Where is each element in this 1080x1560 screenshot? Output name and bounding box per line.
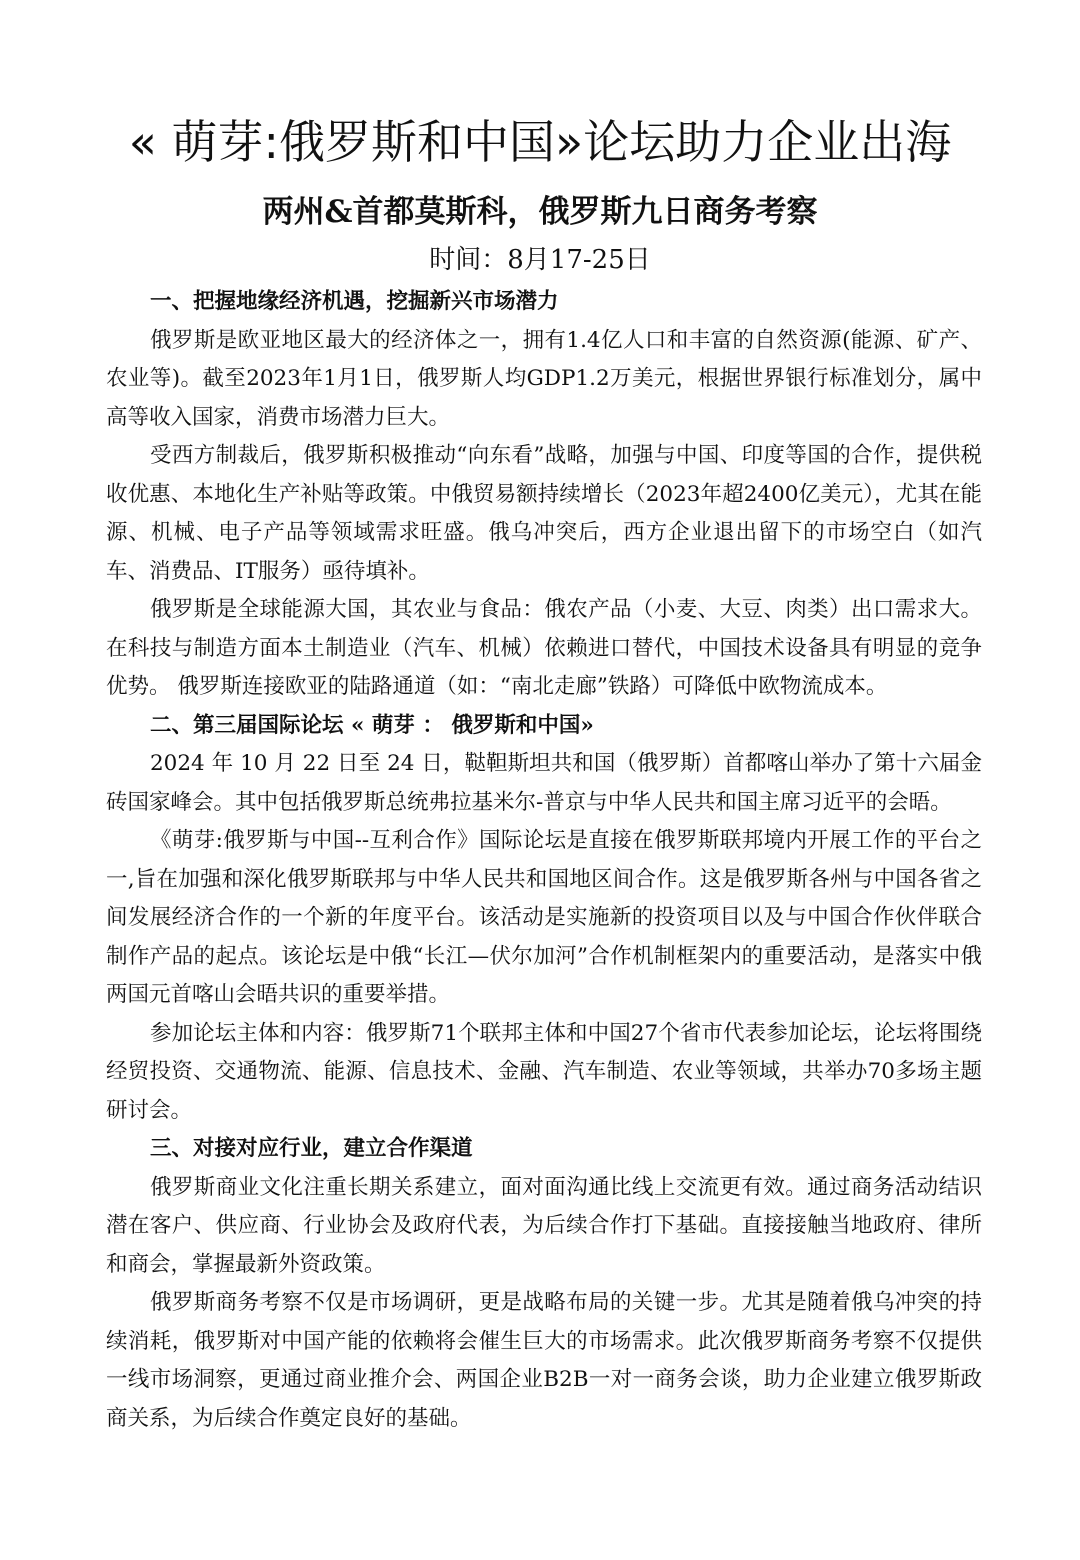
section-heading-2: 二、第三届国际论坛 « 萌芽 ： 俄罗斯和中国» [150,712,594,738]
section-heading-1: 一、把握地缘经济机遇，挖掘新兴市场潜力 [150,289,559,314]
section-1-paragraph-2: 受西方制裁后，俄罗斯积极推动“向东看”战略，加强与中国、印度等国的合作，提供税收优惠、本地化生产补贴等政策。中俄贸易额持续增长（2023年超2400亿美元），尤其在能源、机械、电子产品等领域需求旺盛。俄乌冲突后，西方企业退出留下的市场空白（如汽车、消费品、IT服务）亟待填补。 [106,443,982,584]
section-1-paragraph-3: 俄罗斯是全球能源大国，其农业与食品：俄农产品（小麦、大豆、肉类）出口需求大。在科技与制造方面本土制造业（汽车、机械）依赖进口替代，中国技术设备具有明显的竞争优势。 俄罗斯连接欧亚的陆路通道（如：“南北走廊”铁路）可降低中欧物流成本。 [106,597,982,699]
section-3-paragraph-1: 俄罗斯商业文化注重长期关系建立，面对面沟通比线上交流更有效。通过商务活动结识潜在客户、供应商、行业协会及政府代表，为后续合作打下基础。直接接触当地政府、律所和商会，掌握最新外资政策。 [106,1174,982,1277]
event-date: 时间：8月17-25日 [429,245,651,275]
section-2-paragraph-2: 《萌芽:俄罗斯与中国--互利合作》国际论坛是直接在俄罗斯联邦境内开展工作的平台之一,旨在加强和深化俄罗斯联邦与中华人民共和国地区间合作。这是俄罗斯各州与中国各省之间发展经济合作的一个新的年度平台。该活动是实施新的投资项目以及与中国合作伙伴联合制作产品的起点。该论坛是中俄“长江—伏尔加河”合作机制框架内的重要活动，是落实中俄两国元首喀山会晤共识的重要举措。 [106,828,982,1007]
section-2-paragraph-3: 参加论坛主体和内容：俄罗斯71个联邦主体和中国27个省市代表参加论坛，论坛将围绕经贸投资、交通物流、能源、信息技术、金融、汽车制造、农业等领域，共举办70多场主题研讨会。 [106,1020,982,1123]
section-1-paragraph-1: 俄罗斯是欧亚地区最大的经济体之一，拥有1.4亿人口和丰富的自然资源(能源、矿产、农业等)。截至2023年1月1日，俄罗斯人均GDP1.2万美元，根据世界银行标准划分，属中高等收入国家，消费市场潜力巨大。 [106,327,982,430]
document-title: « 萌芽:俄罗斯和中国»论坛助力企业出海 [128,115,952,169]
section-2-paragraph-1: 2024 年 10 月 22 日至 24 日，鞑靼斯坦共和国（俄罗斯）首都喀山举办了第十六届金砖国家峰会。其中包括俄罗斯总统弗拉基米尔-普京与中华人民共和国主席习近平的会晤。 [106,751,982,815]
section-heading-3: 三、对接对应行业，建立合作渠道 [150,1136,473,1161]
document-subtitle: 两州&首都莫斯科，俄罗斯九日商务考察 [262,194,818,230]
document-body [106,283,982,1438]
section-3-paragraph-2: 俄罗斯商务考察不仅是市场调研，更是战略布局的关键一步。尤其是随着俄乌冲突的持续消耗，俄罗斯对中国产能的依赖将会催生巨大的市场需求。此次俄罗斯商务考察不仅提供一线市场洞察，更通过商业推介会、两国企业B2B一对一商务会谈，助力企业建立俄罗斯政商关系，为后续合作奠定良好的基础。 [106,1290,982,1431]
